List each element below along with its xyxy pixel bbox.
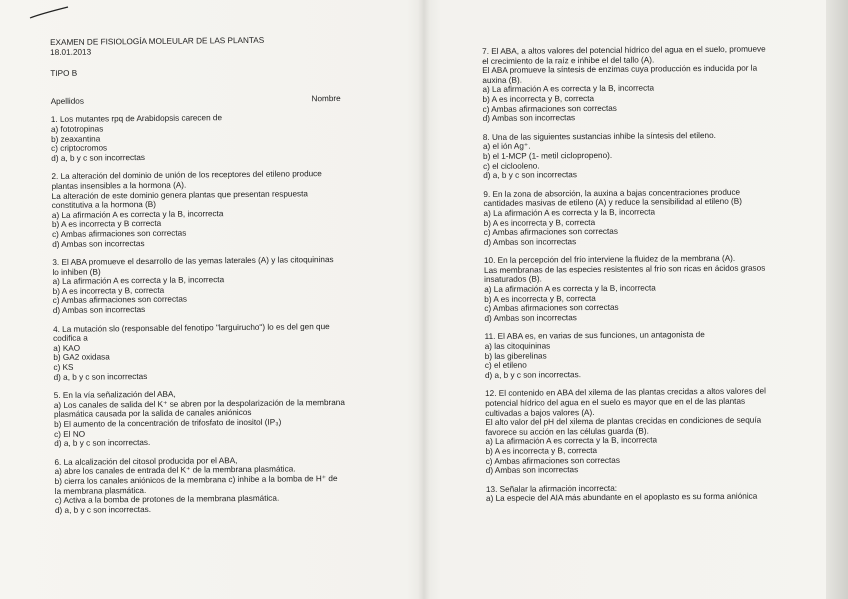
- answer-option: a) fototropinas: [50, 124, 104, 134]
- question-text: 3. El ABA promueve el desarrollo de las yemas laterales (A) y las citoquininas: [52, 255, 334, 268]
- question-text: 12. El contenido en ABA del xilema de las plantas crecidas a altos valores del: [485, 386, 766, 399]
- question-text: plantas insensibles a la hormona (A).: [51, 180, 187, 191]
- page-fold: [418, 0, 430, 599]
- answer-option: c) Ambas afirmaciones son correctas: [485, 455, 620, 466]
- question-text: el crecimiento de la raíz e inhibe el del tallo (A).: [482, 55, 655, 66]
- answer-option: d) Ambas son incorrectas: [485, 465, 579, 476]
- question-text: La alteración de este dominio genera plantas que presentan respuesta: [51, 188, 308, 201]
- question-text: lo inhiben (B): [52, 267, 101, 277]
- answer-option: d) Ambas son incorrectas: [483, 236, 577, 247]
- question-text: 4. La mutación slo (responsable del fenotipo "larguirucho") lo es del gen que: [53, 321, 330, 334]
- answer-option: a) KAO: [53, 343, 81, 353]
- answer-option: d) Ambas son incorrectas: [52, 305, 146, 316]
- pen-mark-icon: [28, 6, 70, 20]
- answer-option: b) las giberelinas: [484, 351, 547, 361]
- question-text: 7. El ABA, a altos valores del potencial hídrico del agua en el suelo, promueve: [482, 44, 766, 56]
- question-block: [54, 454, 385, 515]
- question-text: favorece su acción en las células guarda (B).: [485, 426, 649, 437]
- answer-option: b) zeaxantina: [51, 134, 101, 144]
- question-text: codifica a: [53, 333, 88, 344]
- question-text: d) a, b y c son incorrectas.: [54, 504, 152, 515]
- answer-option: c) Ambas afirmaciones son correctas: [52, 295, 188, 306]
- answer-option: d) a, b y c son incorrectas: [53, 371, 148, 382]
- answer-option: d) Ambas son incorrectas: [484, 313, 577, 323]
- question-block: [486, 482, 792, 504]
- question-list: [51, 112, 385, 515]
- question-text: 5. En la vía señalización del ABA,: [53, 389, 176, 401]
- answer-option: a) La afirmación A es correcta y la B, incorrecta: [483, 207, 656, 218]
- question-text: El alto valor del pH del xilema de plantas crecidas en condiciones de sequía: [485, 415, 762, 428]
- question-text: auxina (B).: [482, 75, 523, 85]
- question-text: potencial hídrico del agua en el suelo es mayor que en el de las plantas: [485, 396, 746, 408]
- question-text: a) abre los canales de entrada del K⁺ de la membrana plasmática.: [54, 464, 296, 477]
- question-text: 6. La alcalización del citosol producida por el ABA,: [54, 455, 238, 467]
- question-block: [54, 388, 385, 449]
- answer-option: a) el ión Ag⁺.: [482, 141, 531, 152]
- question-text: cantidades masivas de etileno (A) y reduce la sensibilidad al etileno (B): [483, 197, 742, 209]
- answer-option: d) Ambas son incorrectas: [482, 113, 576, 124]
- question-text: 2. La alteración del dominio de unión de los receptores del etileno produce: [51, 169, 322, 182]
- question-text: 11. El ABA es, en varias de sus funciones, un antagonista de: [484, 330, 705, 342]
- answer-option: c) criptocromos: [51, 143, 108, 154]
- question-list: [482, 44, 792, 504]
- question-text: la membrana plasmática.: [54, 485, 147, 496]
- question-text: 10. En la percepción del frío interviene la fluidez de la membrana (A).: [483, 254, 736, 266]
- exam-date: 18.01.2013: [50, 47, 92, 57]
- exam-page-left: [50, 35, 385, 516]
- exam-title: EXAMEN DE FISIOLOGÍA MOLEULAR DE LAS PLANTAS: [50, 35, 265, 47]
- apellidos-label: Apellidos: [50, 96, 84, 106]
- question-block: [485, 330, 791, 381]
- nombre-label: Nombre: [311, 93, 341, 104]
- question-text: cultivadas a bajos valores (A).: [485, 407, 595, 418]
- question-text: El ABA promueve la síntesis de enzimas cuya producción es inducida por la: [482, 63, 758, 76]
- question-block: [485, 387, 792, 476]
- question-text: 8. Una de las siguientes sustancias inhibe la síntesis del etileno.: [482, 130, 716, 142]
- question-block: [51, 169, 382, 249]
- question-text: c) El NO: [54, 429, 86, 439]
- answer-option: c) Ambas afirmaciones son correctas: [484, 303, 619, 314]
- answer-option: c) Ambas afirmaciones son correctas: [483, 226, 618, 238]
- question-block: [483, 187, 789, 247]
- answer-option: a) La afirmación A es correcta y la B, incorrecta: [52, 275, 225, 287]
- answer-option: d) a, b y c son incorrectas.: [484, 369, 581, 380]
- answer-option: a) La afirmación A es correcta y la B, incorrecta: [484, 283, 656, 295]
- answer-option: a) La afirmación A es correcta y la B, incorrecta: [482, 83, 655, 95]
- answer-option: c) Ambas afirmaciones son correctas: [52, 228, 187, 239]
- answer-option: b) el 1-MCP (1- metil ciclopropeno).: [482, 150, 613, 161]
- question-block: [51, 112, 381, 163]
- question-text: plasmática causada por la salida de canales aniónicos: [53, 408, 252, 420]
- answer-option: d) a, b y c son incorrectas: [483, 170, 577, 181]
- question-text: constitutiva a la hormona (B): [51, 200, 157, 211]
- answer-option: b) A es incorrecta y B, correcta: [52, 285, 165, 296]
- question-block: [484, 254, 791, 324]
- name-fields: [51, 94, 341, 107]
- answer-option: d) Ambas son incorrectas: [52, 238, 145, 249]
- answer-option: b) A es incorrecta y B, correcta: [483, 217, 596, 228]
- answer-option: b) GA2 oxidasa: [53, 352, 110, 363]
- question-text: Las membranas de las especies resistentes al frío son ricas en ácidos grasos: [483, 263, 766, 275]
- answer-option: b) A es incorrecta y B, correcta: [484, 293, 596, 304]
- exam-type: TIPO B: [50, 68, 78, 79]
- answer-option: c) el ciclooleno.: [483, 161, 540, 171]
- answer-option: b) A es incorrecta y B, correcta: [485, 445, 598, 456]
- question-text: b) El aumento de la concentración de trifosfato de inositol (IP₃): [54, 417, 282, 429]
- question-text: d) a, b y c son incorrectas.: [54, 438, 151, 449]
- exam-page-right: [482, 35, 792, 504]
- answer-option: b) A es incorrecta y B, correcta: [482, 93, 595, 104]
- question-block: [482, 44, 789, 123]
- question-text: 13. Señalar la afirmación incorrecta:: [485, 483, 618, 494]
- answer-option: a) La afirmación A es correcta y la B, incorrecta: [485, 435, 658, 447]
- page-edge-shadow: [826, 0, 848, 599]
- answer-option: d) a, b y c son incorrectas: [51, 152, 146, 163]
- question-text: 1. Los mutantes rpq de Arabidopsis carecen de: [50, 113, 223, 125]
- answer-option: c) el etileno: [484, 360, 527, 371]
- answer-option: a) La afirmación A es correcta y la B, incorrecta: [51, 208, 224, 220]
- answer-option: b) A es incorrecta y B correcta: [51, 219, 162, 230]
- question-block: [483, 130, 789, 181]
- question-text: insaturados (B).: [484, 274, 542, 285]
- question-block: [53, 321, 384, 382]
- question-text: c) Activa a la bomba de protones de la membrana plasmática.: [54, 493, 280, 506]
- answer-option: a) las citoquininas: [484, 341, 551, 352]
- question-text: 9. En la zona de absorción, la auxina a bajas concentraciones produce: [483, 187, 741, 199]
- answer-option: c) Ambas afirmaciones son correctas: [482, 103, 617, 114]
- answer-option: c) KS: [53, 362, 74, 373]
- question-text: a) La especie del AIA más abundante en el apoplasto es su forma aniónica: [485, 491, 758, 504]
- question-text: b) cierra los canales aniónicos de la membrana c) inhibe a la bomba de H⁺ de: [54, 473, 338, 486]
- question-block: [52, 255, 383, 316]
- question-text: a) Los canales de salida del K⁺ se abren por la despolarización de la membrana: [53, 397, 345, 410]
